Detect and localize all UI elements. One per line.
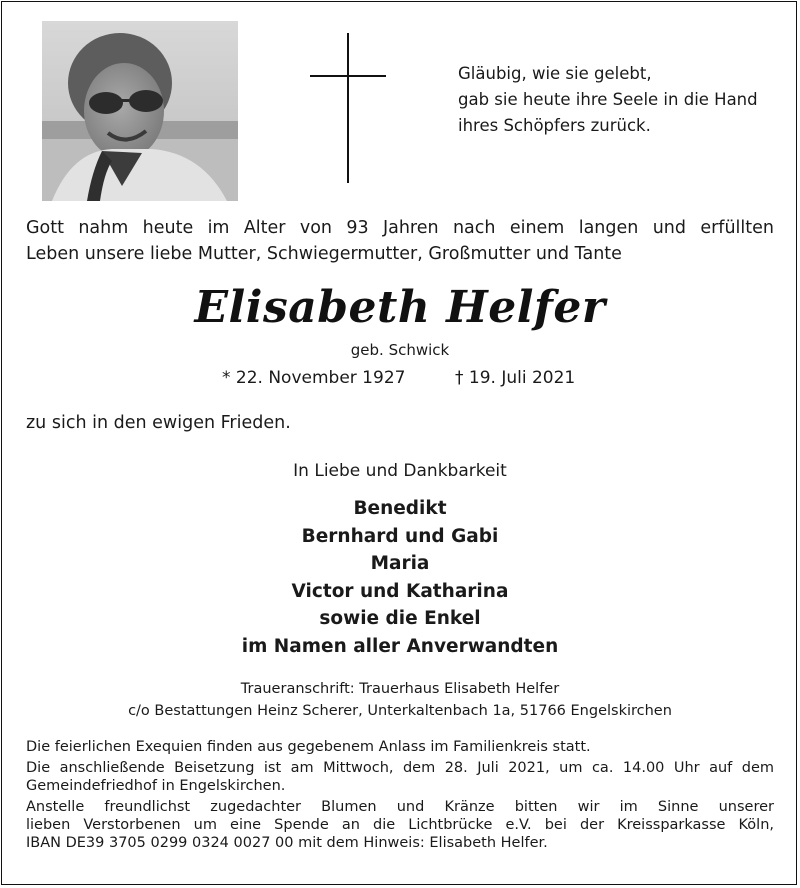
signer: sowie die Enkel [319,608,481,629]
quote-line: ihres Schöpfers zurück. [458,116,651,135]
address-line-1: Traueranschrift: Trauerhaus Elisabeth Helfer [240,681,560,697]
signer: Benedikt [353,498,447,519]
signers-list [0,495,800,660]
signer: im Namen aller Anverwandten [241,635,559,657]
funeral-notes [26,738,774,855]
donation-line-3: IBAN DE39 3705 0299 0324 0027 00 mit dem Hinweis: Elisabeth Helfer. [26,835,548,851]
intro-text [26,215,774,267]
intro-line-1: Gott nahm heute im Alter von 93 Jahren nach einem langen und erfüllten [26,218,774,238]
birth-name: geb. Schwick [350,341,450,359]
burial-line-2: Gemeindefriedhof in Engelskirchen. [26,778,286,794]
signer: Maria [370,553,430,574]
exequies-note: Die feierlichen Exequien finden aus gegebenem Anlass im Familienkreis statt. [26,739,591,755]
burial-note [26,759,774,795]
signer: Victor und Katharina [291,580,509,602]
deceased-name: Elisabeth Helfer [194,282,606,333]
donation-line-1: Anstelle freundlichst zugedachter Blumen und Kränze bitten wir im Sinne unserer [26,799,774,815]
intro-line-2: Leben unsere liebe Mutter, Schwiegermutter, Großmutter und Tante [26,244,622,264]
death-date: † 19. Juli 2021 [455,368,576,388]
quote-line: gab sie heute ihre Seele in die Hand [458,90,758,109]
closing-line: zu sich in den ewigen Frieden. [26,413,291,433]
love-line: In Liebe und Dankbarkeit [293,461,507,481]
birth-date: * 22. November 1927 [222,368,406,388]
portrait-photo [42,21,238,201]
signer: Bernhard und Gabi [301,525,499,547]
mourning-address [0,678,800,722]
donation-note [26,798,774,852]
address-line-2: c/o Bestattungen Heinz Scherer, Unterkaltenbach 1a, 51766 Engelskirchen [128,703,672,719]
quote-line: Gläubig, wie sie gelebt, [458,64,652,83]
cross-icon [310,33,386,183]
quote-verse [458,61,788,139]
burial-line-1: Die anschließende Beisetzung ist am Mittwoch, dem 28. Juli 2021, um ca. 14.00 Uhr auf dem [26,760,774,776]
donation-line-2: lieben Verstorbenen um eine Spende an die Lichtbrücke e.V. bei der Kreissparkasse Köln, [26,817,774,833]
